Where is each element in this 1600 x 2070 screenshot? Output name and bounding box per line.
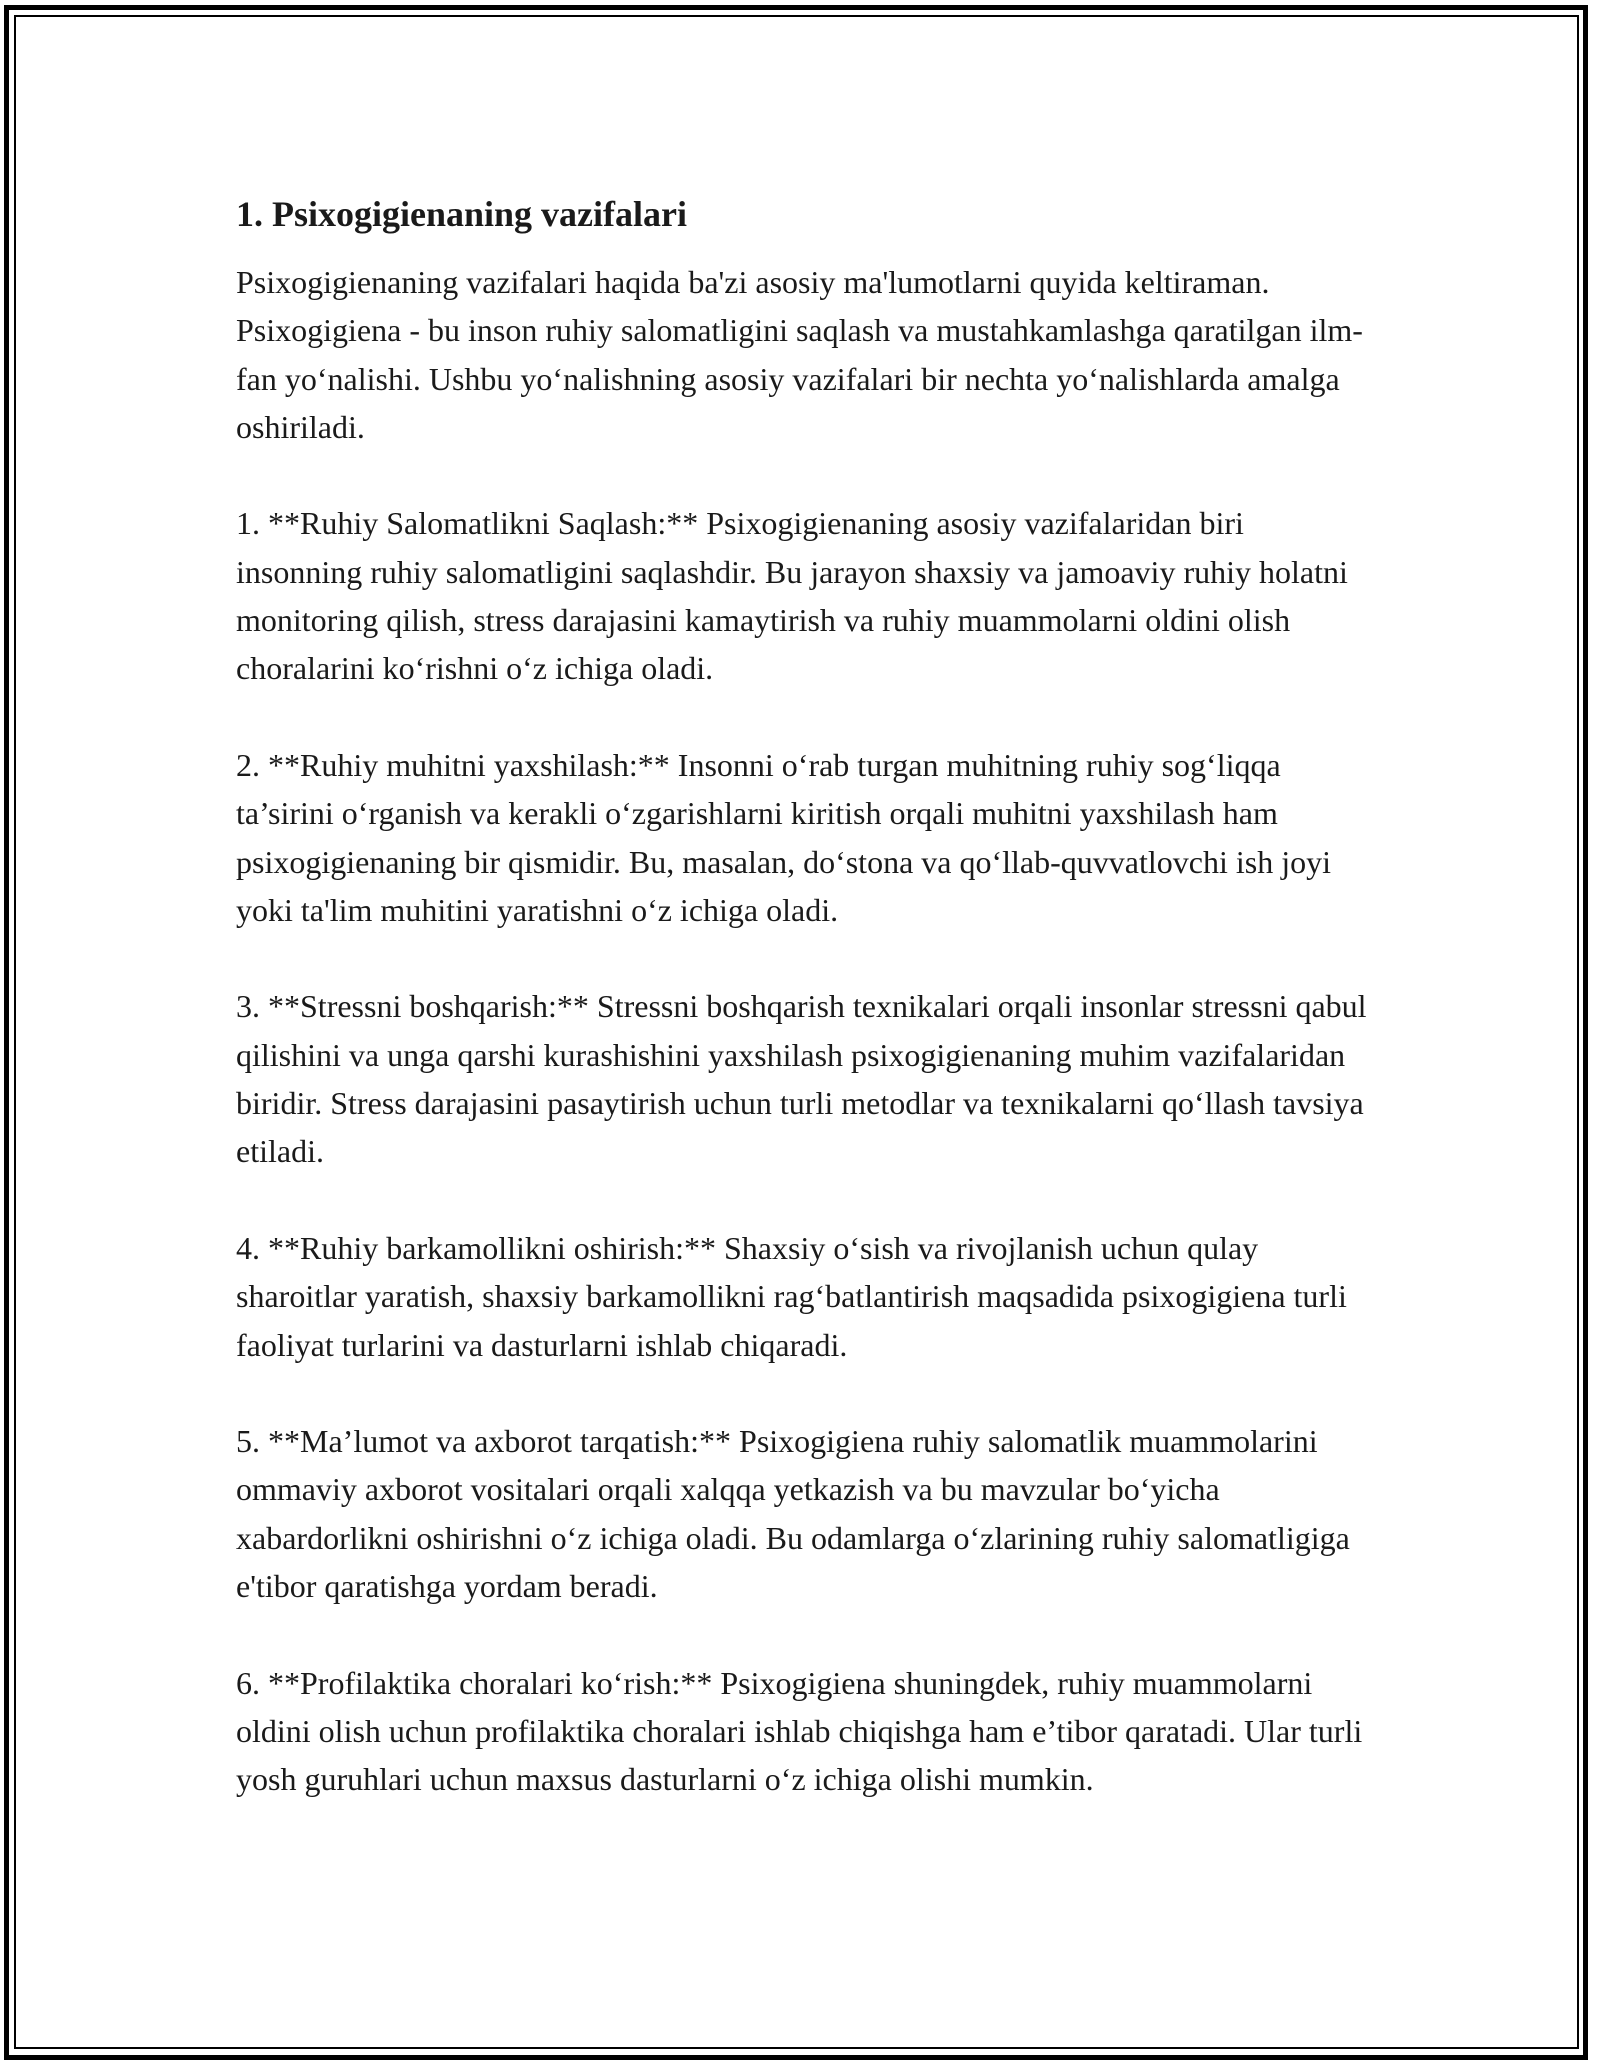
- paragraph-malumot: 5. **Ma’lumot va axborot tarqatish:** Psixogigiena ruhiy salomatlik muammolarini ommaviy axborot vositalari orqali xalqqa yetkazish va bu mavzular bo‘yicha xabardorlikni oshirishni o‘z ichiga oladi. Bu odamlarga o‘zlarining ruhiy salomatligiga e'tibor qaratishga yordam beradi.: [236, 1423, 1350, 1605]
- paragraph-stress: 3. **Stressni boshqarish:** Stressni boshqarish texnikalari orqali insonlar stressni qabul qilishini va unga qarshi kurashishini yaxshilash psixogigienaning muhim vazifalaridan biridir. Stress darajasini pasaytirish uchun turli metodlar va texnikalarni qo‘llash tavsiya etiladi.: [236, 988, 1367, 1170]
- document-title: 1. Psixogigienaning vazifalari: [236, 194, 688, 234]
- document-body: [236, 186, 1376, 1852]
- paragraph-profilaktika: 6. **Profilaktika choralari ko‘rish:** Psixogigiena shuningdek, ruhiy muammolarni oldini olish uchun profilaktika choralari ishlab chiqishga ham e’tibor qaratadi. Ular turli yosh guruhlari uchun maxsus dasturlarni o‘z ichiga olishi mumkin.: [236, 1664, 1363, 1798]
- paragraph-ruhiy-muhit: 2. **Ruhiy muhitni yaxshilash:** Insonni o‘rab turgan muhitning ruhiy sog‘liqqa ta’sirini o‘rganish va kerakli o‘zgarishlarni kiritish orqali muhitni yaxshilash ham psixogigienaning bir qismidir. Bu, masalan, do‘stona va qo‘llab-quvvatlovchi ish joyi yoki ta'lim muhitini yaratishni o‘z ichiga oladi.: [236, 746, 1331, 928]
- paragraph-barkamollik: 4. **Ruhiy barkamollikni oshirish:** Shaxsiy o‘sish va rivojlanish uchun qulay sharoitlar yaratish, shaxsiy barkamollikni rag‘batlantirish maqsadida psixogigiena turli faoliyat turlarini va dasturlarni ishlab chiqaradi.: [236, 1229, 1347, 1363]
- paragraph-ruhiy-salomatlik: 1. **Ruhiy Salomatlikni Saqlash:** Psixogigienaning asosiy vazifalaridan biri insonning ruhiy salomatligini saqlashdir. Bu jarayon shaxsiy va jamoaviy ruhiy holatni monitoring qilish, stress darajasini kamaytirish va ruhiy muammolarni oldini olish choralarini ko‘rishni o‘z ichiga oladi.: [236, 505, 1348, 687]
- intro-paragraph: Psixogigienaning vazifalari haqida ba'zi asosiy ma'lumotlarni quyida keltiraman. Psixogigiena - bu inson ruhiy salomatligini saqlash va mustahkamlashga qaratilgan ilm-fan yo‘nalishi. Ushbu yo‘nalishning asosiy vazifalari bir nechta yo‘nalishlarda amalga oshiriladi.: [236, 264, 1363, 445]
